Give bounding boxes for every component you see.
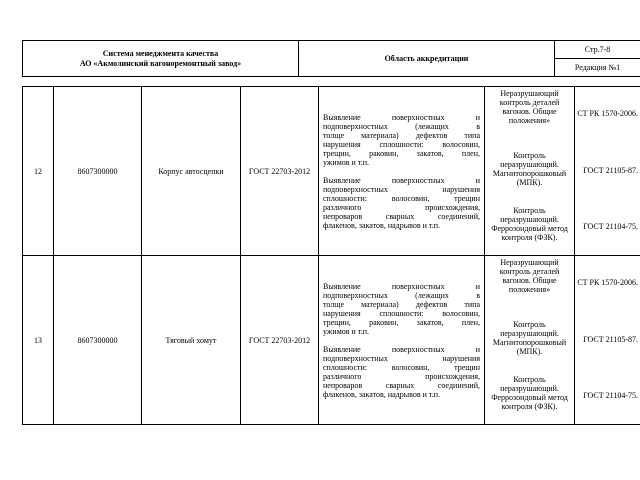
defect-text-line: трещин, раковин, закатов, плен, xyxy=(323,148,480,158)
row-number: 13 xyxy=(23,256,54,425)
defect-text-line: непроваров сварных соединений, xyxy=(323,211,480,221)
method-standards xyxy=(575,256,640,425)
defect-text-line: различного происхождения, xyxy=(323,202,480,212)
product-standard: ГОСТ 22703-2012 xyxy=(241,256,319,425)
document-header xyxy=(22,40,640,77)
method-standards xyxy=(575,87,640,256)
table-row xyxy=(23,256,640,425)
defect-text-line: непроваров сварных соединений, xyxy=(323,380,480,390)
ref-standard-1: СТ РК 1570-2006. xyxy=(577,109,638,118)
defect-text-line: ужимов и т.п. xyxy=(323,157,369,167)
edition-number: Редакция №1 xyxy=(555,59,640,77)
system-line-2: АО «Акмолинский вагоноремонтный завод» xyxy=(79,58,242,68)
defect-text-line: Выявление поверхностных и xyxy=(323,175,480,185)
defect-description xyxy=(319,87,485,256)
product-name: Корпус автосцепки xyxy=(142,87,241,256)
ref-standard-1: СТ РК 1570-2006. xyxy=(577,278,638,287)
defect-text-line: трещин, раковин, закатов, плен, xyxy=(323,317,480,327)
defect-text-line: нарушения сплошности: волосовин, xyxy=(323,139,480,149)
defect-text-line: ужимов и т.п. xyxy=(323,326,369,336)
product-name: Тяговый хомут xyxy=(142,256,241,425)
defect-text-line: подповерхностных (лежащих в xyxy=(323,290,480,300)
method-fluxgate: Контроль неразрушающий. Феррозондовый метод контроля (ФЗК). xyxy=(491,206,568,242)
defect-text-line: Выявление поверхностных и xyxy=(323,281,480,291)
table-row xyxy=(23,87,640,256)
method-magnetic-particle: Контроль неразрушающий. Магнитопорошковый (МПК). xyxy=(492,320,567,356)
defect-text-line: сплошности: волосовин, трещин xyxy=(323,193,480,203)
system-line-1: Система менеджмента качества xyxy=(102,48,219,58)
defect-description xyxy=(319,256,485,425)
ref-standard-3: ГОСТ 21104-75. xyxy=(583,391,638,400)
accreditation-table xyxy=(22,86,640,425)
method-general: Неразрушающий контроль деталей вагонов. Общие положения» xyxy=(499,89,560,125)
quality-system-title xyxy=(23,41,299,77)
defect-text-line: сплошности: волосовин, трещин xyxy=(323,362,480,372)
defect-text-line: подповерхностных (лежащих в xyxy=(323,121,480,131)
method-fluxgate: Контроль неразрушающий. Феррозондовый метод контроля (ФЗК). xyxy=(491,375,568,411)
defect-text-line: Выявление поверхностных и xyxy=(323,112,480,122)
accreditation-area-title: Область аккредитации xyxy=(299,41,555,77)
defect-text-line: нарушения сплошности: волосовин, xyxy=(323,308,480,318)
method-general: Неразрушающий контроль деталей вагонов. Общие положения» xyxy=(499,258,560,294)
row-number: 12 xyxy=(23,87,54,256)
page-number: Стр.7-8 xyxy=(555,41,640,59)
defect-text-line: флакенов, закатов, надрывов и т.п. xyxy=(323,220,441,230)
defect-text-line: различного происхождения, xyxy=(323,371,480,381)
method-descriptions xyxy=(485,256,575,425)
product-code: 8607300000 xyxy=(54,87,142,256)
defect-text-line: Выявление поверхностных и xyxy=(323,344,480,354)
ref-standard-2: ГОСТ 21105-87. xyxy=(583,166,638,175)
defect-text-line: подповерхностных нарушения xyxy=(323,353,480,363)
defect-text-line: толще материала) дефектов типа xyxy=(323,299,480,309)
ref-standard-2: ГОСТ 21105-87. xyxy=(583,335,638,344)
product-standard: ГОСТ 22703-2012 xyxy=(241,87,319,256)
product-code: 8607300000 xyxy=(54,256,142,425)
method-descriptions xyxy=(485,87,575,256)
defect-text-line: толще материала) дефектов типа xyxy=(323,130,480,140)
defect-text-line: подповерхностных нарушения xyxy=(323,184,480,194)
ref-standard-3: ГОСТ 21104-75. xyxy=(583,222,638,231)
method-magnetic-particle: Контроль неразрушающий. Магнитопорошковый (МПК). xyxy=(492,151,567,187)
defect-text-line: флакенов, закатов, надрывов и т.п. xyxy=(323,389,441,399)
